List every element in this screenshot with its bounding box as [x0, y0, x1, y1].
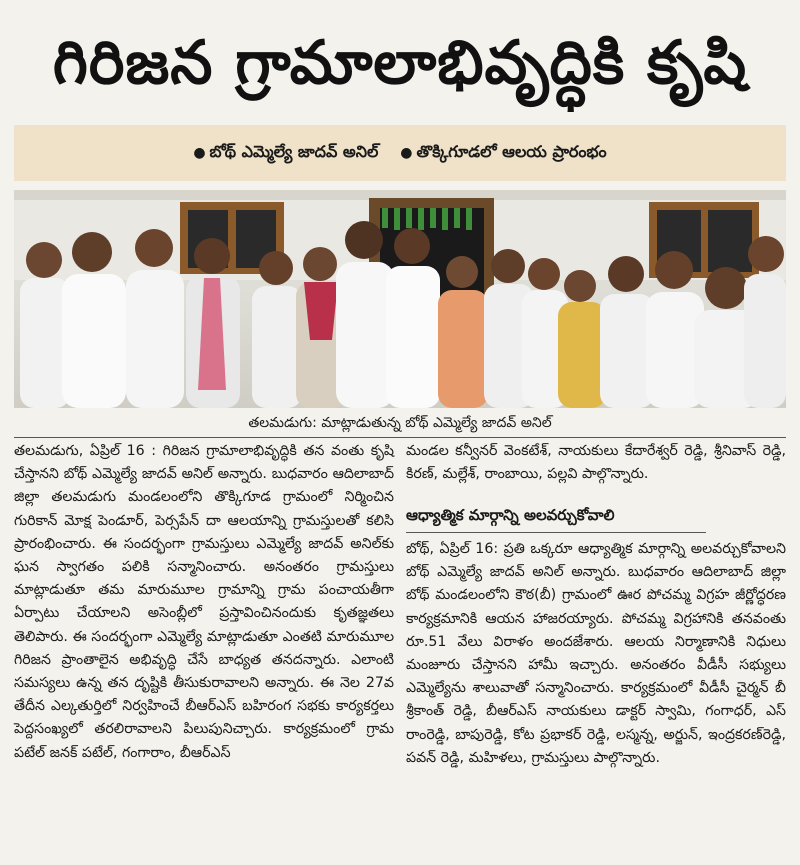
article-right-bottom: బోథ్, ఏప్రిల్ 16: ప్రతి ఒక్కరూ ఆధ్యాత్మిక మార్గాన్ని అలవర్చుకోవాలని బోథ్ ఎమ్మెల్యే జాదవ్ అనిల్ అన్నారు. బుధవారం ఆదిలాబాద్ జిల్లా బోథ్ మండలంలోని కౌఠ(బీ) గ్రామంలో ఊర పోచమ్మ విగ్రహ జీర్ణోద్ధరణ కార్యక్రమానికి ఆయన హాజరయ్యారు. పోచమ్మ విగ్రహానికి తనవంతు రూ.51 వేలు విరాళం అందజేశారు. ఆలయ నిర్మాణానికి నిధులు మంజూరు చేస్తానని హామీ ఇచ్చారు. అనంతరం వీడీసీ సభ్యులు ఎమ్మెల్యేను శాలువాతో సన్మానించారు. కార్యక్రమంలో వీడీసీ చైర్మన్ బీ శ్రీకాంత్ రెడ్డి, బీఆర్ఎస్ నాయకులు డాక్టర్ స్వామి, గంగాధర్, ఎస్ రాంరెడ్డి, బాపురెడ్డి, కోట ప్రభాకర్ రెడ్డి, లస్మన్న, అర్జున్, ఇంద్రకరణ్‌రెడ్డి, పవన్ రెడ్డి, మహిళలు, గ్రామస్తులు పాల్గొన్నారు. — [406, 541, 786, 766]
divider — [14, 437, 786, 438]
article-left-column: తలమడుగు, ఏప్రిల్ 16 : గిరిజన గ్రామాలాభివృద్ధికి తన వంతు కృషి చేస్తానని బోథ్ ఎమ్మెల్యే జాదవ్ అనిల్ అన్నారు. బుధవారం ఆదిలాబాద్ జిల్లా తలమడుగు మండలంలోని తొక్కిగూడ గ్రామంలో నిర్మించిన గురికాన్ మోక్ష పెండూర్, పెర్సపేన్ దా ఆలయాన్ని గ్రామస్తులతో కలిసి ప్రారంభించారు. ఈ సందర్భంగా గ్రామస్తులు ఎమ్మెల్యే జాదవ్ అనిల్‌కు ఘన స్వాగతం పలికి సన్మానించారు. అనంతరం గ్రామస్తులు మాట్లాడుతూ తమ మారుమూల గ్రామాన్ని గ్రామ పంచాయతీగా ఏర్పాటు చేయాలని అసెంబ్లీలో ప్రస్తావించినందుకు కృతజ్ఞతలు తెలిపారు. ఈ సందర్భంగా ఎమ్మెల్యే మాట్లాడుతూ ఎంతటి మారుమూల గిరిజన ప్రాంతాలైన అభివృద్ధి చేసే బాధ్యత తనదన్నారు. ఎలాంటి సమస్యలు ఉన్న తన దృష్టికి తీసుకురావాలని అన్నారు. ఈ నెల 27వ తేదీన ఎల్కతుర్తిలో నిర్వహించే బీఆర్ఎస్ బహిరంగ సభకు కార్యకర్తలు పెద్దసంఖ్యలో తరలిరావాలని పిలుపునిచ్చారు. కార్యక్రమంలో గ్రామ పటేల్ జనక్ పటేల్, గంగారాం, బీఆర్ఎస్ — [14, 443, 394, 761]
photo-illustration — [14, 190, 786, 408]
subhead-text-1: బోథ్ ఎమ్మెల్యే జాదవ్ అనిల్ — [209, 141, 379, 161]
bullet-icon: ● — [193, 144, 206, 161]
headline: గిరిజన గ్రామాలాభివృద్ధికి కృషి — [52, 28, 748, 98]
subhead-item-2 — [400, 142, 606, 165]
second-headline: ఆధ్యాత్మిక మార్గాన్ని అలవర్చుకోవాలి — [406, 506, 615, 524]
second-headline-underline — [406, 532, 706, 533]
news-photo — [14, 190, 786, 408]
photo-caption: తలమడుగు: మాట్లాడుతున్న బోథ్ ఎమ్మెల్యే జాదవ్ అనిల్ — [248, 415, 552, 431]
subhead-text-2: తొక్కిగూడలో ఆలయ ప్రారంభం — [416, 141, 607, 161]
subhead-strip — [14, 125, 786, 181]
bullet-icon: ● — [400, 144, 413, 161]
subhead-item-1 — [193, 142, 378, 165]
article-right-top: మండల కన్వీనర్ వెంకటేశ్, నాయకులు కేదారేశ్వర్ రెడ్డి, శ్రీనివాస్ రెడ్డి, కిరణ్, మల్లేశ్, రాంబాయి, పల్లవి పాల్గొన్నారు. — [406, 443, 786, 483]
